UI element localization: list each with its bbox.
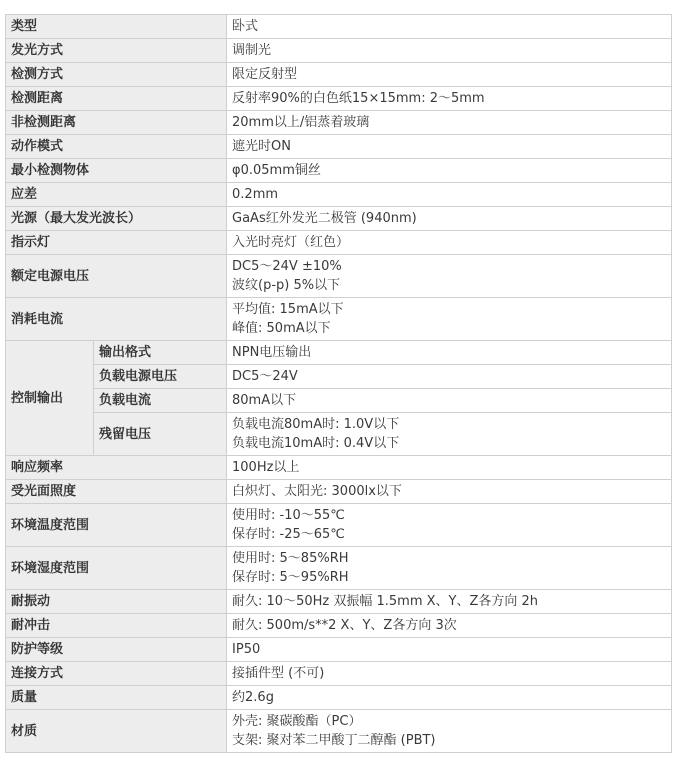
spec-value-line: GaAs红外发光二极管 (940nm) <box>232 211 417 226</box>
spec-row <box>6 590 672 614</box>
spec-value <box>227 456 672 480</box>
spec-row <box>6 298 672 341</box>
spec-value <box>227 39 672 63</box>
spec-row <box>6 614 672 638</box>
spec-label: 消耗电流 <box>6 298 227 341</box>
spec-row-control-output <box>6 413 672 456</box>
spec-value <box>227 255 672 298</box>
spec-value-line: 限定反射型 <box>232 67 298 82</box>
spec-row <box>6 255 672 298</box>
spec-value <box>227 111 672 135</box>
spec-row-control-output <box>6 365 672 389</box>
spec-table <box>5 14 672 753</box>
spec-label: 额定电源电压 <box>6 255 227 298</box>
spec-value <box>227 480 672 504</box>
spec-label: 耐冲击 <box>6 614 227 638</box>
spec-value-line: 耐久: 500m/s**2 X、Y、Z各方向 3次 <box>232 618 457 633</box>
spec-group-label-control-output: 控制输出 <box>6 341 94 456</box>
spec-value <box>227 63 672 87</box>
spec-sub-label: 负载电源电压 <box>94 365 227 389</box>
spec-value-line: 调制光 <box>232 43 272 58</box>
spec-row <box>6 662 672 686</box>
spec-value-line: NPN电压输出 <box>232 345 312 360</box>
spec-value-line: 0.2mm <box>232 187 279 202</box>
spec-value <box>227 207 672 231</box>
spec-sub-label: 负载电流 <box>94 389 227 413</box>
spec-label: 材质 <box>6 710 227 753</box>
spec-table-body <box>6 15 672 753</box>
spec-value-line: 遮光时ON <box>232 139 291 154</box>
spec-value <box>227 298 672 341</box>
spec-value <box>227 159 672 183</box>
spec-value <box>227 15 672 39</box>
spec-value <box>227 341 672 365</box>
spec-label: 受光面照度 <box>6 480 227 504</box>
spec-value <box>227 183 672 207</box>
spec-value-line: 保存时: -25～65℃ <box>232 527 345 542</box>
spec-row <box>6 39 672 63</box>
spec-value <box>227 504 672 547</box>
spec-row <box>6 63 672 87</box>
spec-label: 动作模式 <box>6 135 227 159</box>
spec-value <box>227 638 672 662</box>
spec-value-line: 使用时: -10～55℃ <box>232 508 345 523</box>
spec-label: 检测方式 <box>6 63 227 87</box>
spec-value-line: 波纹(p-p) 5%以下 <box>232 278 341 293</box>
spec-value <box>227 365 672 389</box>
spec-label: 防护等级 <box>6 638 227 662</box>
spec-value-line: 反射率90%的白色纸15×15mm: 2～5mm <box>232 91 485 106</box>
spec-row <box>6 111 672 135</box>
spec-value <box>227 590 672 614</box>
spec-value <box>227 231 672 255</box>
spec-value <box>227 135 672 159</box>
spec-value-line: 卧式 <box>232 19 259 34</box>
spec-row <box>6 547 672 590</box>
spec-row <box>6 686 672 710</box>
spec-row <box>6 183 672 207</box>
spec-sub-label: 输出格式 <box>94 341 227 365</box>
spec-value <box>227 710 672 753</box>
spec-value <box>227 686 672 710</box>
spec-label: 检测距离 <box>6 87 227 111</box>
spec-value-line: 入光时亮灯（红色） <box>232 235 350 250</box>
spec-value-line: 100Hz以上 <box>232 460 300 475</box>
spec-row-control-output <box>6 389 672 413</box>
spec-row <box>6 231 672 255</box>
spec-value-line: 峰值: 50mA以下 <box>232 321 331 336</box>
spec-row <box>6 15 672 39</box>
spec-row <box>6 638 672 662</box>
spec-label: 类型 <box>6 15 227 39</box>
spec-value-line: 耐久: 10～50Hz 双振幅 1.5mm X、Y、Z各方向 2h <box>232 594 539 609</box>
spec-label: 响应频率 <box>6 456 227 480</box>
spec-value-line: DC5～24V ±10% <box>232 259 342 274</box>
spec-row <box>6 159 672 183</box>
spec-label: 光源（最大发光波长） <box>6 207 227 231</box>
spec-value-line: 平均值: 15mA以下 <box>232 302 344 317</box>
spec-value <box>227 389 672 413</box>
spec-label: 质量 <box>6 686 227 710</box>
spec-label: 环境温度范围 <box>6 504 227 547</box>
spec-value-line: 负载电流80mA时: 1.0V以下 <box>232 417 400 432</box>
spec-value-line: 接插件型 (不可) <box>232 666 325 681</box>
spec-row <box>6 480 672 504</box>
spec-value <box>227 547 672 590</box>
spec-value-line: 使用时: 5～85%RH <box>232 551 349 566</box>
spec-label: 耐振动 <box>6 590 227 614</box>
spec-row <box>6 87 672 111</box>
spec-label: 非检测距离 <box>6 111 227 135</box>
spec-value-line: 保存时: 5～95%RH <box>232 570 349 585</box>
spec-value-line: 支架: 聚对苯二甲酸丁二醇酯 (PBT) <box>232 733 436 748</box>
spec-value <box>227 614 672 638</box>
spec-value <box>227 662 672 686</box>
spec-row <box>6 456 672 480</box>
spec-label: 环境湿度范围 <box>6 547 227 590</box>
spec-label: 最小检测物体 <box>6 159 227 183</box>
spec-value <box>227 87 672 111</box>
spec-value-line: 外壳: 聚碳酸酯（PC） <box>232 714 362 729</box>
spec-label: 指示灯 <box>6 231 227 255</box>
spec-value-line: 20mm以上/铝蒸着玻璃 <box>232 115 370 130</box>
spec-value-line: φ0.05mm铜丝 <box>232 163 321 178</box>
spec-value-line: 约2.6g <box>232 690 274 705</box>
spec-sub-label: 残留电压 <box>94 413 227 456</box>
spec-value-line: IP50 <box>232 642 261 657</box>
spec-label: 连接方式 <box>6 662 227 686</box>
spec-row <box>6 710 672 753</box>
spec-row <box>6 207 672 231</box>
spec-row <box>6 504 672 547</box>
spec-value-line: 负载电流10mA时: 0.4V以下 <box>232 436 400 451</box>
spec-label: 发光方式 <box>6 39 227 63</box>
spec-row <box>6 135 672 159</box>
spec-row-control-output <box>6 341 672 365</box>
spec-value-line: 白炽灯、太阳光: 3000lx以下 <box>232 484 402 499</box>
spec-value-line: DC5～24V <box>232 369 298 384</box>
spec-value-line: 80mA以下 <box>232 393 297 408</box>
spec-value <box>227 413 672 456</box>
spec-label: 应差 <box>6 183 227 207</box>
